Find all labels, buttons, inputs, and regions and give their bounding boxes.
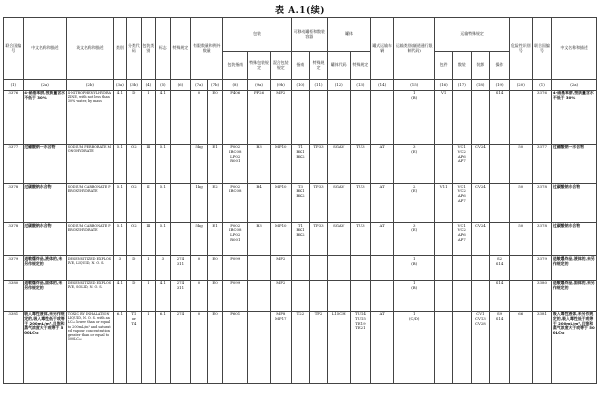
- cell-special-provisions: 274 311: [170, 256, 191, 280]
- header-tank-vehicle: 罐式运输车辆: [371, 18, 394, 80]
- header-special-provisions: 特殊规定: [170, 18, 191, 80]
- table-row: [4, 223, 597, 256]
- cell-hazard-id: 50: [509, 223, 532, 256]
- header-tank-instructions: 指南: [291, 52, 310, 80]
- cell-pack-special: [248, 311, 271, 383]
- cell-pack-instructions: P099: [223, 280, 248, 311]
- cell-packing-group: Ⅲ: [141, 144, 155, 183]
- cell-un-no: 3380: [4, 280, 24, 311]
- col-number: (17): [452, 80, 471, 90]
- cell-packages-special: V1: [435, 90, 453, 144]
- cell-un-no-repeat: 3379: [532, 256, 552, 280]
- cell-en-name: SODIUM CARBONATE PEROXYHYDRATE: [67, 183, 114, 222]
- col-number: (1): [532, 80, 552, 90]
- header-limited-excepted: 有限数量和例外数量: [191, 18, 223, 80]
- cell-en-name: SODIUM CARBONATE PEROXYHYDRATE: [67, 223, 114, 256]
- header-labels: 标志: [156, 18, 170, 80]
- cell-tank-code: SGAV: [327, 183, 350, 222]
- header-hazard-id: 危险性识别号: [509, 18, 532, 80]
- col-number: (1): [4, 80, 24, 90]
- cell-cn-name-repeat: 退敏爆炸品,固体的,未另作规定的: [552, 280, 597, 311]
- header-packing-group: 包装类别: [141, 18, 155, 80]
- cell-operation-special: S14: [490, 90, 510, 144]
- cell-mixed-packing: MP8 MP17: [270, 311, 291, 383]
- cell-pack-instructions: P002 IBC08 LP02 R001: [223, 144, 248, 183]
- cell-excepted-quantity: E0: [207, 311, 223, 383]
- cell-packing-group: Ⅰ: [141, 311, 155, 383]
- cell-tank-instructions: T22: [291, 311, 310, 383]
- col-number: (19): [490, 80, 510, 90]
- header-transport-category: 运输类别(隧道通行限制代码): [394, 18, 435, 80]
- cell-limited-quantity: 0: [191, 280, 208, 311]
- header-class: 类别: [113, 18, 126, 80]
- cell-operation-special: S9 S14: [490, 311, 510, 383]
- header-operation: 操作: [490, 52, 510, 80]
- cell-operation-special: [490, 183, 510, 222]
- cell-tank-code: SGAV: [327, 144, 350, 183]
- col-number: (10): [291, 80, 310, 90]
- cell-class-code: O2: [127, 223, 141, 256]
- cell-tank-vehicle: [371, 256, 394, 280]
- cell-class-code: D: [127, 280, 141, 311]
- cell-pack-instructions: P406: [223, 90, 248, 144]
- cell-excepted-quantity: E1: [207, 223, 223, 256]
- cell-hazard-id: [509, 256, 532, 280]
- table-row: [4, 311, 597, 383]
- cell-limited-quantity: 5kg: [191, 223, 208, 256]
- cell-packages-special: [435, 311, 453, 383]
- cell-bulk-special: VC1 VC2 AP6 AP7: [452, 223, 471, 256]
- col-number: (9a): [248, 80, 271, 90]
- cell-un-no: 3376: [4, 90, 24, 144]
- cell-mixed-packing: MP2: [270, 280, 291, 311]
- cell-special-provisions: [170, 144, 191, 183]
- cell-en-name: DESENSITIZED EXPLOSIVE, LIQUID, N. O. S.: [67, 256, 114, 280]
- cell-mixed-packing: MP10: [270, 144, 291, 183]
- cell-pack-instructions: P601: [223, 311, 248, 383]
- cell-un-no-repeat: 3378: [532, 223, 552, 256]
- cell-class: 3: [113, 256, 126, 280]
- cell-tank-vehicle: AT: [371, 223, 394, 256]
- table-body: [4, 90, 597, 383]
- cell-class-code: D: [127, 90, 141, 144]
- cell-excepted-quantity: E1: [207, 144, 223, 183]
- cell-loading-special: [471, 280, 490, 311]
- cell-un-no: 3377: [4, 144, 24, 183]
- cell-excepted-quantity: E0: [207, 280, 223, 311]
- cell-bulk-special: [452, 280, 471, 311]
- cell-transport-category: 3 (E): [394, 223, 435, 256]
- cell-transport-category: 1 (B): [394, 90, 435, 144]
- cell-packing-group: Ⅱ: [141, 183, 155, 222]
- cell-pack-special: B3: [248, 144, 271, 183]
- cell-hazard-id: [509, 90, 532, 144]
- cell-operation-special: [490, 144, 510, 183]
- col-number: (8): [223, 80, 248, 90]
- cell-tank-special: TP33: [310, 183, 328, 222]
- cell-loading-special: CV24: [471, 183, 490, 222]
- col-number: (14): [371, 80, 394, 90]
- cell-class: 5.1: [113, 144, 126, 183]
- header-pack-instructions: 包装指南: [223, 52, 248, 80]
- header-class-code: 分类代码: [127, 18, 141, 80]
- cell-packing-group: Ⅲ: [141, 223, 155, 256]
- cell-transport-category: 1 (B): [394, 280, 435, 311]
- cell-cn-name-repeat: 过碳酸钠水合物: [552, 183, 597, 222]
- cell-tank-special: TP2: [310, 311, 328, 383]
- cell-special-provisions: [170, 90, 191, 144]
- col-number: (18): [471, 80, 490, 90]
- cell-mixed-packing: MP2: [270, 256, 291, 280]
- cell-transport-category: 1 (B): [394, 256, 435, 280]
- cell-class: 4.1: [113, 90, 126, 144]
- cell-class-code: O2: [127, 183, 141, 222]
- col-number: (9b): [270, 80, 291, 90]
- cell-operation-special: S14: [490, 280, 510, 311]
- header-cn-name: 中文名称和描述: [23, 18, 66, 80]
- cell-tank-special-2: TU3: [350, 183, 371, 222]
- cell-special-provisions: [170, 183, 191, 222]
- cell-bulk-special: VC1 VC2 AP6 AP7: [452, 183, 471, 222]
- cell-labels: 3: [156, 256, 170, 280]
- table-row: [4, 256, 597, 280]
- header-tank-special-2: 特殊规定: [350, 52, 371, 80]
- cell-excepted-quantity: E2: [207, 183, 223, 222]
- cell-tank-code: [327, 280, 350, 311]
- cell-tank-special: [310, 280, 328, 311]
- cell-tank-vehicle: [371, 90, 394, 144]
- col-number: (13): [350, 80, 371, 90]
- cell-tank-code: L15CH: [327, 311, 350, 383]
- cell-cn-name-repeat: 过碳酸钠水合物: [552, 223, 597, 256]
- cell-tank-special-2: TU3: [350, 223, 371, 256]
- cell-tank-code: [327, 256, 350, 280]
- cell-pack-special: PP26: [248, 90, 271, 144]
- cell-tank-special-2: [350, 256, 371, 280]
- cell-transport-category: 3 (E): [394, 144, 435, 183]
- cell-un-no: 3378: [4, 223, 24, 256]
- cell-hazard-id: 66: [509, 311, 532, 383]
- cell-en-name: DESENSITIZED EXPLOSIVE, SOLID, N. O. S.: [67, 280, 114, 311]
- cell-class: 5.1: [113, 183, 126, 222]
- header-packaging: 包装: [223, 18, 291, 52]
- cell-pack-instructions: P002 IBC08 LP02 R001: [223, 223, 248, 256]
- cell-un-no-repeat: 3377: [532, 144, 552, 183]
- cell-cn-name: 过碳酸钠水合物: [23, 183, 66, 222]
- cell-limited-quantity: 0: [191, 256, 208, 280]
- cell-mixed-packing: MP2: [270, 90, 291, 144]
- cell-en-name: 4-NITROPHENYLHYDRAZINE, with not less than 30% water, by mass: [67, 90, 114, 144]
- cell-excepted-quantity: E0: [207, 256, 223, 280]
- cell-labels: 4.1: [156, 90, 170, 144]
- cell-labels: 4.1: [156, 280, 170, 311]
- cell-packing-group: Ⅰ: [141, 256, 155, 280]
- cell-cn-name: 退敏爆炸品,液体的,未另作规定的: [23, 256, 66, 280]
- cell-loading-special: CV24: [471, 223, 490, 256]
- cell-class-code: D: [127, 256, 141, 280]
- header-un-no: 联合国编号: [4, 18, 24, 80]
- cell-transport-category: 2 (E): [394, 183, 435, 222]
- header-loading: 装卸: [471, 52, 490, 80]
- cell-tank-vehicle: [371, 280, 394, 311]
- cell-tank-special-2: TU14 TU15 TE19 TE21: [350, 311, 371, 383]
- cell-mixed-packing: MP10: [270, 223, 291, 256]
- cell-loading-special: [471, 90, 490, 144]
- cell-bulk-special: [452, 90, 471, 144]
- cell-tank-instructions: T1 BK1 BK2: [291, 223, 310, 256]
- cell-labels: 5.1: [156, 183, 170, 222]
- header-portable-tanks: 可移动罐柜和散装容器: [291, 18, 327, 52]
- cell-mixed-packing: MP10: [270, 183, 291, 222]
- cell-cn-name-repeat: 吸入毒性液体,未另作规定的,吸入毒性低于或等于 200mL/m³,且饱和蒸气浓度大于或等于 500LC₅₀: [552, 311, 597, 383]
- cell-bulk-special: VC1 VC2 AP6 AP7: [452, 144, 471, 183]
- header-mixed-packing: 混合包装规定: [270, 52, 291, 80]
- cell-loading-special: CV1 CV13 CV28: [471, 311, 490, 383]
- cell-loading-special: [471, 256, 490, 280]
- cell-pack-instructions: P099: [223, 256, 248, 280]
- cell-limited-quantity: 5kg: [191, 144, 208, 183]
- cell-packages-special: V11: [435, 183, 453, 222]
- cell-special-provisions: 274 311: [170, 280, 191, 311]
- cell-packages-special: [435, 280, 453, 311]
- col-number: (2b): [67, 80, 114, 90]
- col-number: (12): [327, 80, 350, 90]
- cell-hazard-id: 50: [509, 144, 532, 183]
- cell-class: 4.1: [113, 280, 126, 311]
- cell-limited-quantity: 0: [191, 90, 208, 144]
- cell-tank-code: SGAV: [327, 223, 350, 256]
- cell-un-no: 3378: [4, 183, 24, 222]
- cell-class: 6.1: [113, 311, 126, 383]
- cell-operation-special: S2 S14: [490, 256, 510, 280]
- header-bulk: 散装: [452, 52, 471, 80]
- cell-tank-instructions: [291, 256, 310, 280]
- cell-cn-name: 过碳酸钠水合物: [23, 223, 66, 256]
- cell-cn-name-repeat: 过硼酸钠一水合物: [552, 144, 597, 183]
- cell-special-provisions: [170, 223, 191, 256]
- cell-bulk-special: [452, 311, 471, 383]
- cell-un-no-repeat: 3380: [532, 280, 552, 311]
- cell-transport-category: 1 (C/D): [394, 311, 435, 383]
- cell-loading-special: CV24: [471, 144, 490, 183]
- cell-packing-group: Ⅰ: [141, 280, 155, 311]
- col-number: (20): [509, 80, 532, 90]
- col-number: (3a): [113, 80, 126, 90]
- cell-excepted-quantity: E0: [207, 90, 223, 144]
- header-tank-special: 特殊规定: [310, 52, 328, 80]
- cell-tank-special-2: [350, 90, 371, 144]
- header-transport-special: 运输特殊规定: [435, 18, 510, 52]
- header-pack-special: 特殊包装规定: [248, 52, 271, 80]
- cell-labels: 5.1: [156, 223, 170, 256]
- cell-limited-quantity: 1kg: [191, 183, 208, 222]
- table-row: [4, 90, 597, 144]
- cell-special-provisions: 274: [170, 311, 191, 383]
- cell-labels: 6.1: [156, 311, 170, 383]
- col-number: (5): [156, 80, 170, 90]
- cell-pack-special: [248, 256, 271, 280]
- cell-tank-special: TP33: [310, 223, 328, 256]
- header-tanks: 罐体: [327, 18, 370, 52]
- table-row: [4, 183, 597, 222]
- col-number: (7a): [191, 80, 208, 90]
- cell-un-no: 3379: [4, 256, 24, 280]
- cell-en-name: SODIUM PERBORATE MONOHYDRATE: [67, 144, 114, 183]
- cell-hazard-id: 50: [509, 183, 532, 222]
- cell-tank-code: [327, 90, 350, 144]
- col-number: (3b): [127, 80, 141, 90]
- cell-packages-special: [435, 256, 453, 280]
- cell-labels: 5.1: [156, 144, 170, 183]
- cell-limited-quantity: 0: [191, 311, 208, 383]
- cell-tank-vehicle: AT: [371, 144, 394, 183]
- cell-tank-special-2: TU3: [350, 144, 371, 183]
- table-title: 表 A.1(续): [274, 6, 326, 16]
- cell-tank-instructions: T1 BK1 BK2: [291, 144, 310, 183]
- cell-packages-special: [435, 223, 453, 256]
- cell-pack-instructions: P002 IBC08: [223, 183, 248, 222]
- cell-tank-special: [310, 90, 328, 144]
- cell-class: 5.1: [113, 223, 126, 256]
- header-un-no-repeat: 联合国编号: [532, 18, 552, 80]
- cell-operation-special: [490, 223, 510, 256]
- col-number: (16): [435, 80, 453, 90]
- cell-tank-special-2: [350, 280, 371, 311]
- cell-cn-name-repeat: 4-硝基苯肼,按质量含水不低于 30%: [552, 90, 597, 144]
- col-number: (11): [310, 80, 328, 90]
- col-number: (15): [394, 80, 435, 90]
- cell-packages-special: [435, 144, 453, 183]
- cell-bulk-special: [452, 256, 471, 280]
- cell-hazard-id: [509, 280, 532, 311]
- cell-class-code: T1 or T4: [127, 311, 141, 383]
- cell-un-no: 3381: [4, 311, 24, 383]
- cell-en-name: TOXIC BY INHALATION LIQUID, N. O. S. with an LC₅₀ lower than or equal to 200mL/m³ and saturated vapour concentration greater than or equal to 500LC₅₀: [67, 311, 114, 383]
- cell-tank-vehicle: AT: [371, 183, 394, 222]
- cell-un-no-repeat: 3376: [532, 90, 552, 144]
- cell-tank-instructions: [291, 90, 310, 144]
- table-row: [4, 280, 597, 311]
- col-number: (4): [141, 80, 155, 90]
- col-number: (7b): [207, 80, 223, 90]
- table-row: [4, 144, 597, 183]
- cell-packing-group: Ⅰ: [141, 90, 155, 144]
- header-packages: 包件: [435, 52, 453, 80]
- cell-pack-special: B3: [248, 223, 271, 256]
- cell-cn-name: 吸入毒性液体,未另作规定的,吸入毒性低于或等于 200mL/m³,且饱和蒸气浓度大于或等于 500LC₅₀: [23, 311, 66, 383]
- cell-tank-vehicle: AT: [371, 311, 394, 383]
- cell-tank-special: TP33: [310, 144, 328, 183]
- cell-pack-special: [248, 280, 271, 311]
- header-en-name: 英文名称和描述: [67, 18, 114, 80]
- cell-cn-name: 退敏爆炸品,固体的,未另作规定的: [23, 280, 66, 311]
- cell-un-no-repeat: 3378: [532, 183, 552, 222]
- header-tank-code: 罐体代码: [327, 52, 350, 80]
- cell-un-no-repeat: 3381: [532, 311, 552, 383]
- cell-tank-instructions: [291, 280, 310, 311]
- cell-cn-name-repeat: 退敏爆炸品,液体的,未另作规定的: [552, 256, 597, 280]
- col-number: (2a): [552, 80, 597, 90]
- col-number: (6): [170, 80, 191, 90]
- dangerous-goods-table: [3, 17, 597, 384]
- cell-tank-special: [310, 256, 328, 280]
- cell-pack-special: B4: [248, 183, 271, 222]
- cell-cn-name: 4-硝基苯肼,按质量含水不低于 30%: [23, 90, 66, 144]
- cell-tank-instructions: T3 BK1 BK2: [291, 183, 310, 222]
- col-number: (2a): [23, 80, 66, 90]
- cell-cn-name: 过硼酸钠一水合物: [23, 144, 66, 183]
- header-cn-name-repeat: 中文名称和描述: [552, 18, 597, 80]
- cell-class-code: O2: [127, 144, 141, 183]
